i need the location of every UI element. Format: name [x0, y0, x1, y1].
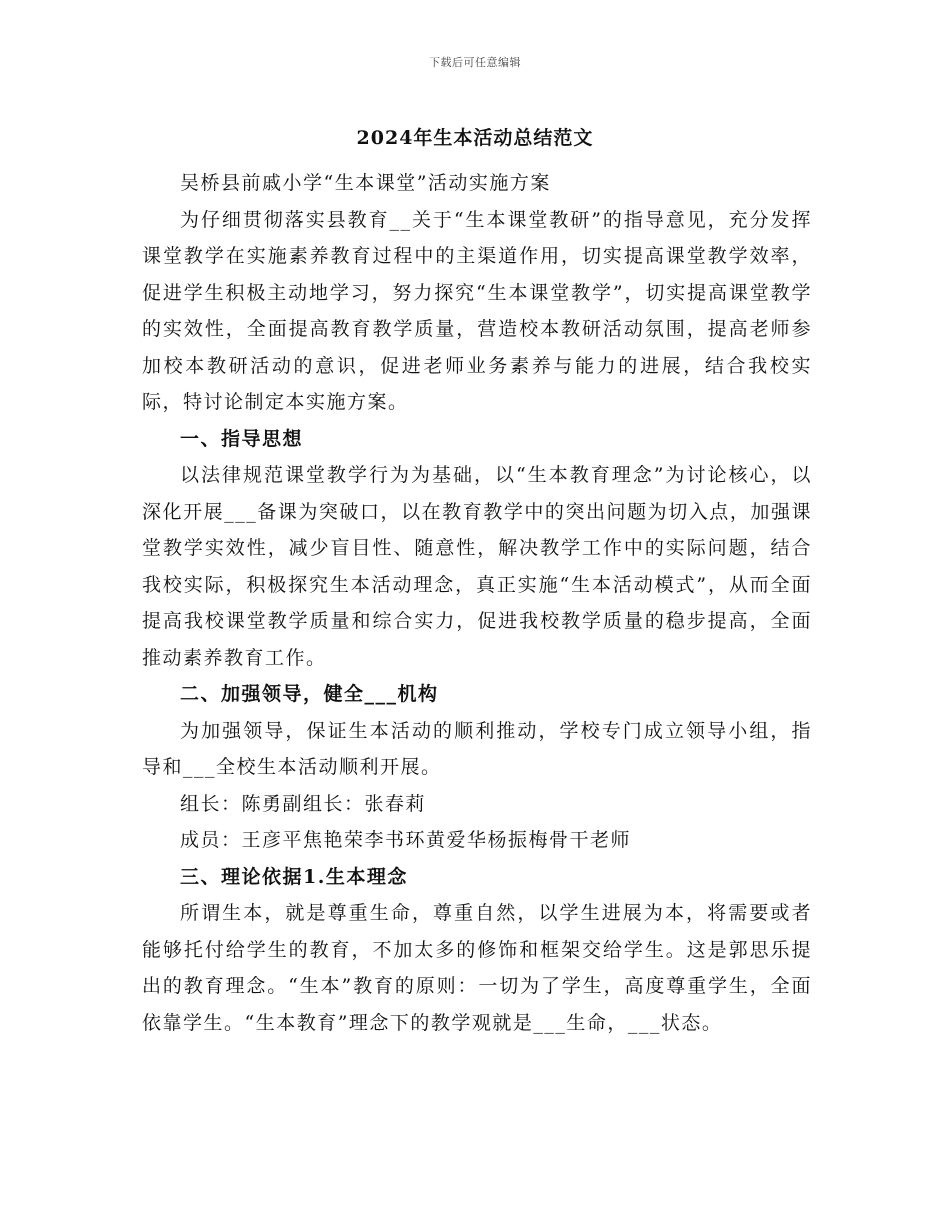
- section-heading-theory: 三、理论依据1.生本理念: [180, 865, 408, 888]
- paragraph-members: 成员：王彦平焦艳荣李书环黄爱华杨振梅骨干老师: [180, 829, 632, 851]
- paragraph-guiding-thought: 以法律规范课堂教学行为为基础，以“生本教育理念”为讨论核心，以深化开展___备课为突破口，以在教育教学中的突出问题为切入点，加强课堂教学实效性，减少盲目性、随意性，解决教学工作中的实际问题，结合我校实际，积极探究生本活动理念，真正实施“生本活动模式”，从而全面提高我校课堂教学质量和综合实力，促进我校教学质量的稳步提高，全面推动素养教育工作。: [142, 464, 812, 669]
- paragraph-leaders: 组长：陈勇副组长：张春莉: [180, 792, 427, 815]
- section-heading-leadership: 二、加强领导，健全___机构: [180, 683, 439, 705]
- paragraph-intro: 为仔细贯彻落实县教育__关于“生本课堂教研”的指导意见，充分发挥课堂教学在实施素养教育过程中的主渠道作用，切实提高课堂教学效率，促进学生积极主动地学习，努力探究“生本课堂教学”，切实提高课堂教学的实效性，全面提高教育教学质量，营造校本教研活动氛围，提高老师参加校本教研活动的意识，促进老师业务素养与能力的进展，结合我校实际，特讨论制定本实施方案。: [142, 208, 812, 413]
- header-note: 下载后可任意编辑: [429, 56, 521, 69]
- paragraph-theory: 所谓生本，就是尊重生命，尊重自然，以学生进展为本，将需要或者能够托付给学生的教育，不加太多的修饰和框架交给学生。这是郭思乐提出的教育理念。“生本”教育的原则：一切为了学生，高度尊重学生，全面依靠学生。“生本教育”理念下的教学观就是___生命，___状态。: [142, 902, 812, 1034]
- paragraph-leadership: 为加强领导，保证生本活动的顺利推动，学校专门成立领导小组，指导和___全校生本活动顺利开展。: [142, 719, 812, 778]
- paragraph-subtitle: 吴桥县前戚小学“生本课堂”活动实施方案: [180, 172, 551, 194]
- document-title: 2024年生本活动总结范文: [356, 127, 594, 149]
- document-body: [142, 165, 812, 1041]
- section-heading-guiding-thought: 一、指导思想: [180, 427, 304, 450]
